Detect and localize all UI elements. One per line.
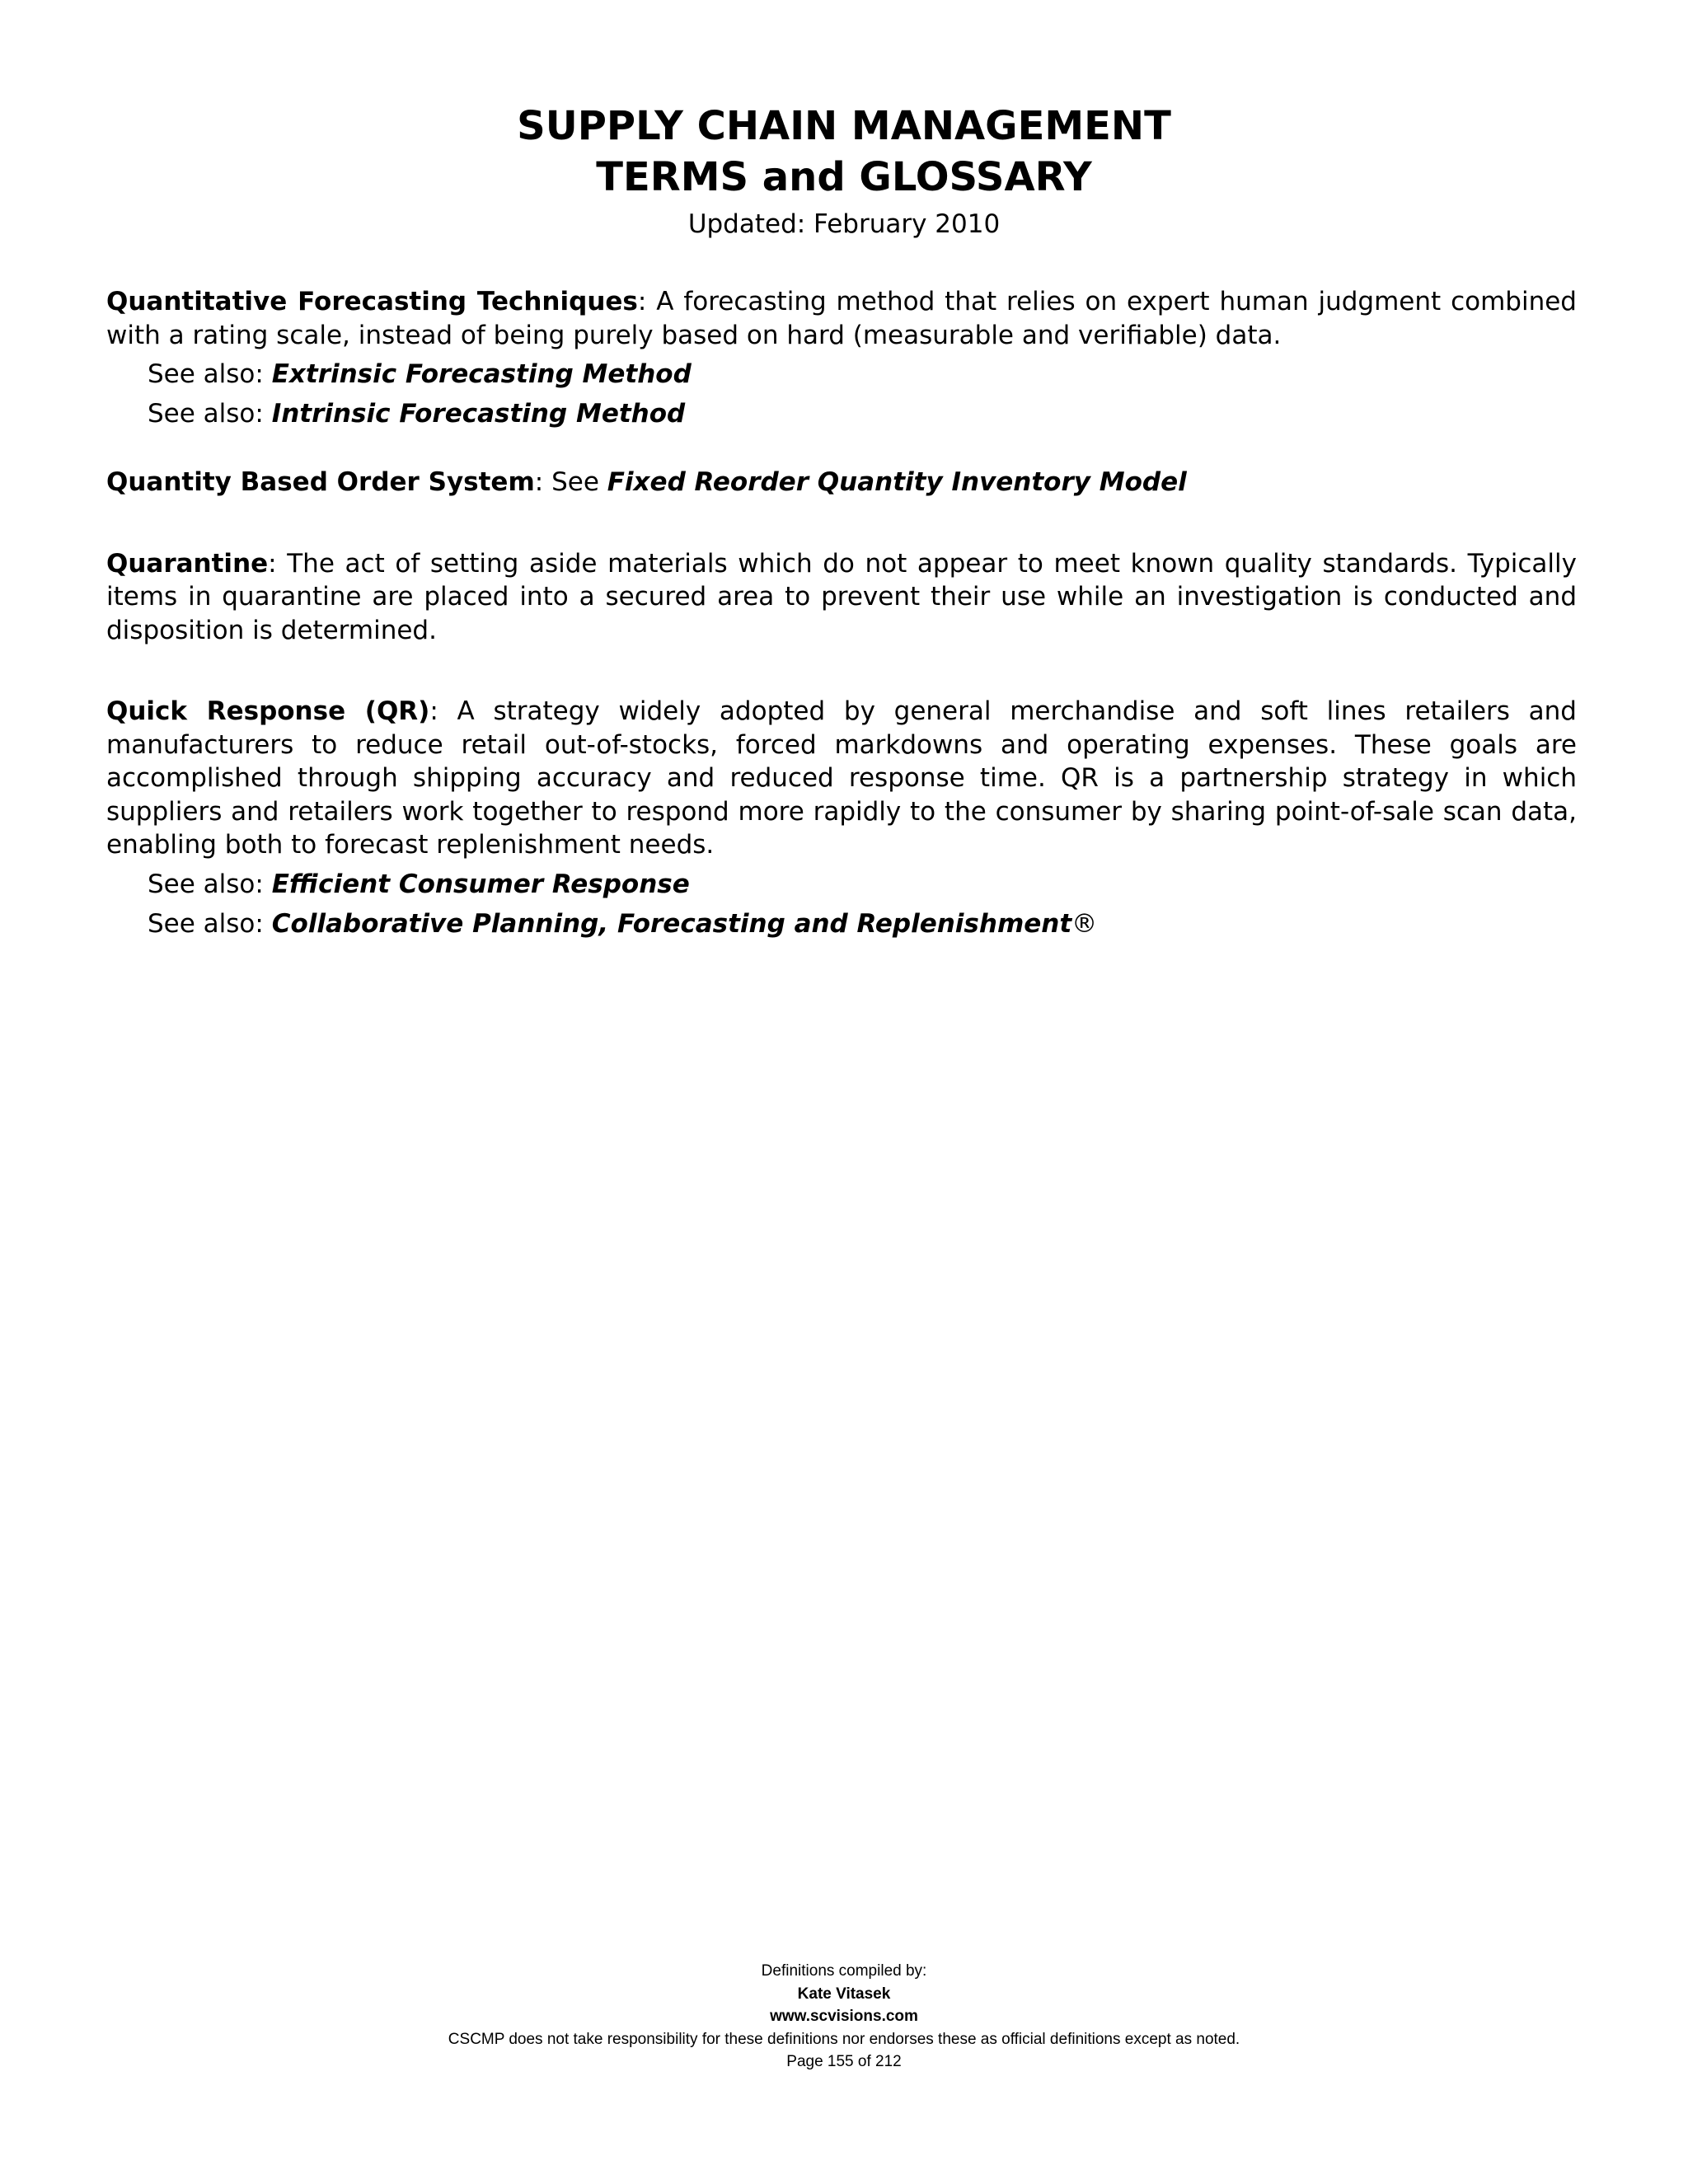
see-also-reference: Extrinsic Forecasting Method: [271, 359, 692, 389]
document-title-line1: SUPPLY CHAIN MANAGEMENT: [517, 103, 1171, 149]
see-also-prefix: See also:: [148, 399, 272, 429]
registered-mark: ®: [1071, 908, 1098, 939]
see-also-reference: Collaborative Planning, Forecasting and Replenishment: [271, 908, 1072, 939]
cross-reference: Fixed Reorder Quantity Inventory Model: [607, 467, 1187, 497]
entry-definition: The act of setting aside materials which do not appear to meet known quality standards. Typically items in quarantine are placed into a secured area to prevent their use while an investigation is conducted and disposition is determined.: [106, 548, 1577, 645]
entry-separator: :: [429, 696, 457, 726]
see-also-line: [148, 905, 1577, 943]
entry-text: [106, 285, 1577, 352]
entry-term: Quarantine: [106, 548, 269, 579]
entry-text: [106, 466, 1577, 499]
entry-separator: :: [637, 287, 657, 316]
disclaimer: CSCMP does not take responsibility for these definitions nor endorses these as official definitions except as noted.: [448, 2030, 1240, 2048]
updated-date: Updated: February 2010: [687, 209, 1001, 239]
see-also-prefix: See also:: [148, 908, 272, 939]
glossary-entry: [106, 547, 1577, 648]
see-also-line: [148, 395, 1577, 433]
page-footer: [0, 1960, 1688, 2074]
entry-text: [106, 695, 1577, 862]
entry-definition: A strategy widely adopted by general merchandise and soft lines retailers and manufacturers to reduce retail out-of-stocks, forced markdowns and operating expenses. These goals are accomplished through shipping accuracy and reduced response time. QR is a partnership strategy in which suppliers and retailers work together to respond more rapidly to the consumer by sharing point-of-sale scan data, enabling both to forecast replenishment needs.: [106, 696, 1577, 860]
page-header: [0, 101, 1688, 241]
see-also-line: [148, 865, 1577, 903]
entry-definition: A forecasting method that relies on expert human judgment combined with a rating scale, instead of being purely based on hard (measurable and verifiable) data.: [106, 287, 1577, 350]
see-also-reference: Intrinsic Forecasting Method: [271, 399, 686, 429]
entry-term: Quick Response (QR): [106, 696, 430, 726]
website: www.scvisions.com: [770, 2008, 918, 2025]
page-number: Page 155 of 212: [786, 2053, 902, 2070]
see-also-reference: Efficient Consumer Response: [271, 869, 690, 899]
entry-text: [106, 547, 1577, 648]
see-also-prefix: See also:: [148, 359, 272, 389]
see-also-line: [148, 355, 1577, 393]
glossary-content: [106, 285, 1577, 943]
entry-separator: :: [534, 467, 552, 497]
glossary-entry: [106, 695, 1577, 943]
author-name: Kate Vitasek: [797, 1985, 891, 2003]
glossary-entry: [106, 466, 1577, 499]
entry-term: Quantity Based Order System: [106, 467, 535, 497]
entry-separator: :: [268, 548, 288, 579]
entry-term: Quantitative Forecasting Techniques: [106, 287, 638, 316]
glossary-entry: [106, 285, 1577, 433]
entry-definition: See: [551, 467, 607, 497]
compiled-by-label: Definitions compiled by:: [761, 1962, 927, 1980]
document-title-line2: TERMS and GLOSSARY: [596, 154, 1092, 200]
see-also-prefix: See also:: [148, 869, 272, 899]
